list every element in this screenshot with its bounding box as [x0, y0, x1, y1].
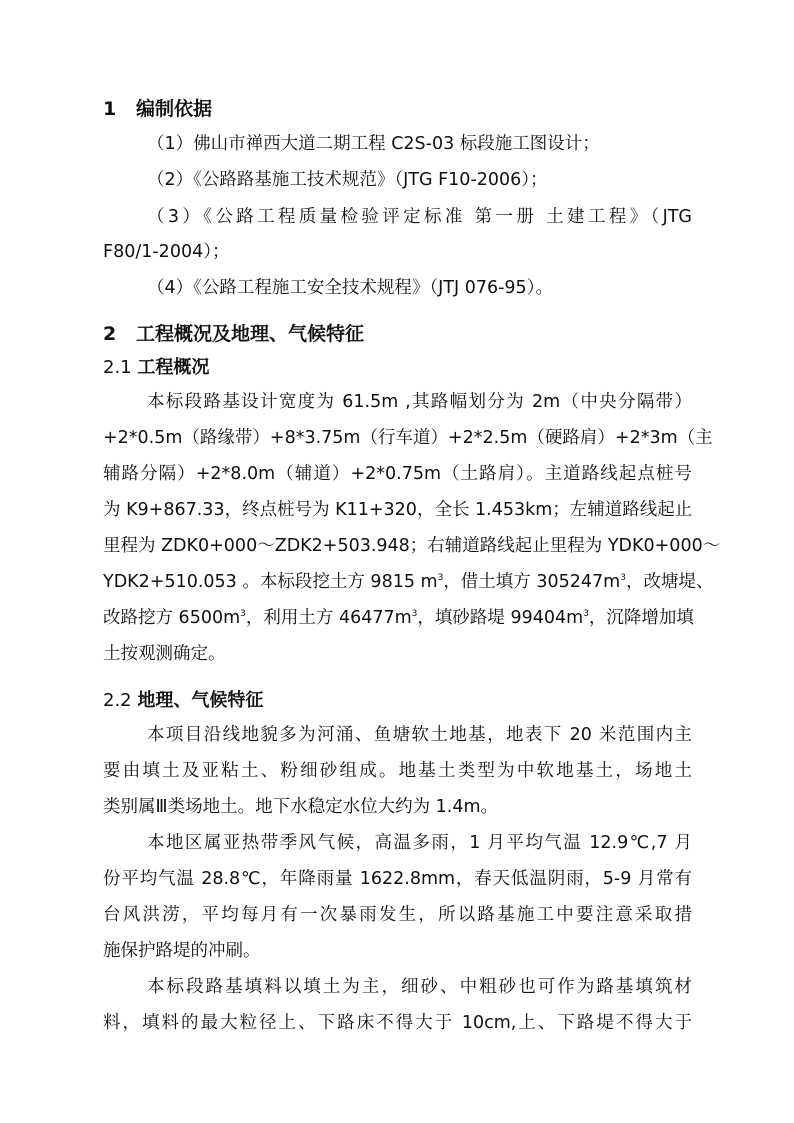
overview-line-5 — [103, 534, 721, 558]
section-2-heading — [103, 322, 364, 346]
climate-line-3 — [103, 903, 692, 927]
overview-line-6-part-a: YDK2+510.053 。本标段挖土方 9815 m — [103, 572, 438, 592]
fill-line-1-text: 本标段路基填料以填土为主，细砂、中粗砂也可作为路基填筑材 — [147, 977, 692, 997]
overview-line-5-text: 里程为 ZDK0+000～ZDK2+503.948；右辅道路线起止里程为 YDK0+000～ — [103, 536, 721, 556]
overview-line-7-part-a: 改路挖方 6500m — [103, 608, 241, 628]
overview-line-4-text: 为 K9+867.33，终点桩号为 K11+320，全长 1.453km；左辅道路线起止 — [103, 500, 693, 520]
climate-line-2 — [103, 867, 692, 891]
geo-line-1-text: 本项目沿线地貌多为河涌、鱼塘软土地基，地表下 20 米范围内主 — [147, 725, 692, 745]
reference-item-3-line-1: （3）《公路工程质量检验评定标准 第一册 土建工程》（JTG — [147, 207, 692, 227]
reference-item-3-continued: F80/1-2004）； — [103, 242, 230, 262]
section-2-1-heading — [103, 356, 209, 380]
overview-line-1-text: 本标段路基设计宽度为 61.5m ,其路幅划分为 2m（中央分隔带） — [147, 392, 692, 412]
section-1-number: 1 — [103, 98, 117, 120]
overview-line-3 — [103, 462, 692, 486]
overview-line-6-part-b: ，借土填方 305247m — [443, 572, 621, 592]
geo-line-2 — [103, 759, 692, 783]
fill-line-1 — [147, 975, 692, 999]
overview-line-2 — [103, 426, 713, 450]
fill-line-2-text: 料，填料的最大粒径上、下路床不得大于 10cm,上、下路堤不得大于 — [103, 1013, 692, 1033]
climate-line-2-text: 份平均气温 28.8℃，年降雨量 1622.8mm，春天低温阴雨，5-9 月常有 — [103, 869, 692, 889]
geo-line-3: 类别属Ⅲ类场地土。地下水稳定水位大约为 1.4m。 — [103, 797, 499, 817]
section-1-heading — [103, 97, 212, 121]
section-2-title: 工程概况及地理、气候特征 — [136, 323, 365, 345]
superscript-3: 3 — [620, 573, 626, 584]
superscript-3: 3 — [240, 609, 246, 620]
overview-line-8: 土按观测确定。 — [103, 644, 226, 664]
fill-line-2 — [103, 1011, 692, 1035]
section-2-number: 2 — [103, 323, 117, 345]
superscript-3: 3 — [583, 609, 589, 620]
section-2-2-heading — [103, 689, 263, 713]
overview-line-7 — [103, 606, 694, 630]
overview-line-6 — [103, 570, 713, 594]
reference-item-1: （1）佛山市禅西大道二期工程 C2S-03 标段施工图设计； — [147, 134, 600, 154]
section-2-1-title: 工程概况 — [137, 357, 210, 378]
overview-line-6-part-c: ，改塘堤、 — [625, 572, 714, 592]
geo-line-1 — [147, 723, 692, 747]
section-2-1-number: 2.1 — [103, 357, 132, 378]
reference-item-4: （4）《公路工程施工安全技术规程》（JTJ 076-95）。 — [147, 278, 553, 298]
section-2-2-title: 地理、气候特征 — [137, 690, 264, 711]
overview-line-2-text: +2*0.5m（路缘带）+8*3.75m（行车道）+2*2.5m（硬路肩）+2*3m（主 — [103, 428, 713, 448]
climate-line-4: 施保护路堤的冲刷。 — [103, 941, 261, 961]
section-1-title: 编制依据 — [136, 98, 213, 120]
geo-line-2-text: 要由填土及亚粘土、粉细砂组成。地基土类型为中软地基土，场地土 — [103, 761, 692, 781]
section-2-2-number: 2.2 — [103, 690, 132, 711]
overview-line-7-part-b: ，利用土方 46477m — [245, 608, 412, 628]
overview-line-4 — [103, 498, 692, 522]
reference-item-3 — [147, 205, 692, 229]
overview-line-1 — [147, 390, 692, 414]
superscript-3: 3 — [411, 609, 418, 620]
overview-line-7-part-c: ，填砂路堤 99404m — [417, 608, 584, 628]
climate-line-1-text: 本地区属亚热带季风气候，高温多雨，1 月平均气温 12.9℃,7 月 — [147, 833, 692, 853]
superscript-3: 3 — [437, 573, 444, 584]
climate-line-1 — [147, 831, 692, 855]
reference-item-2: （2）《公路路基施工技术规范》（JTG F10-2006）； — [147, 170, 548, 190]
climate-line-3-text: 台风洪涝，平均每月有一次暴雨发生，所以路基施工中要注意采取措 — [103, 905, 692, 925]
overview-line-3-text: 辅路分隔）+2*8.0m（辅道）+2*0.75m（土路肩）。主道路线起点桩号 — [103, 464, 692, 484]
overview-line-7-part-d: ，沉降增加填 — [588, 608, 694, 628]
